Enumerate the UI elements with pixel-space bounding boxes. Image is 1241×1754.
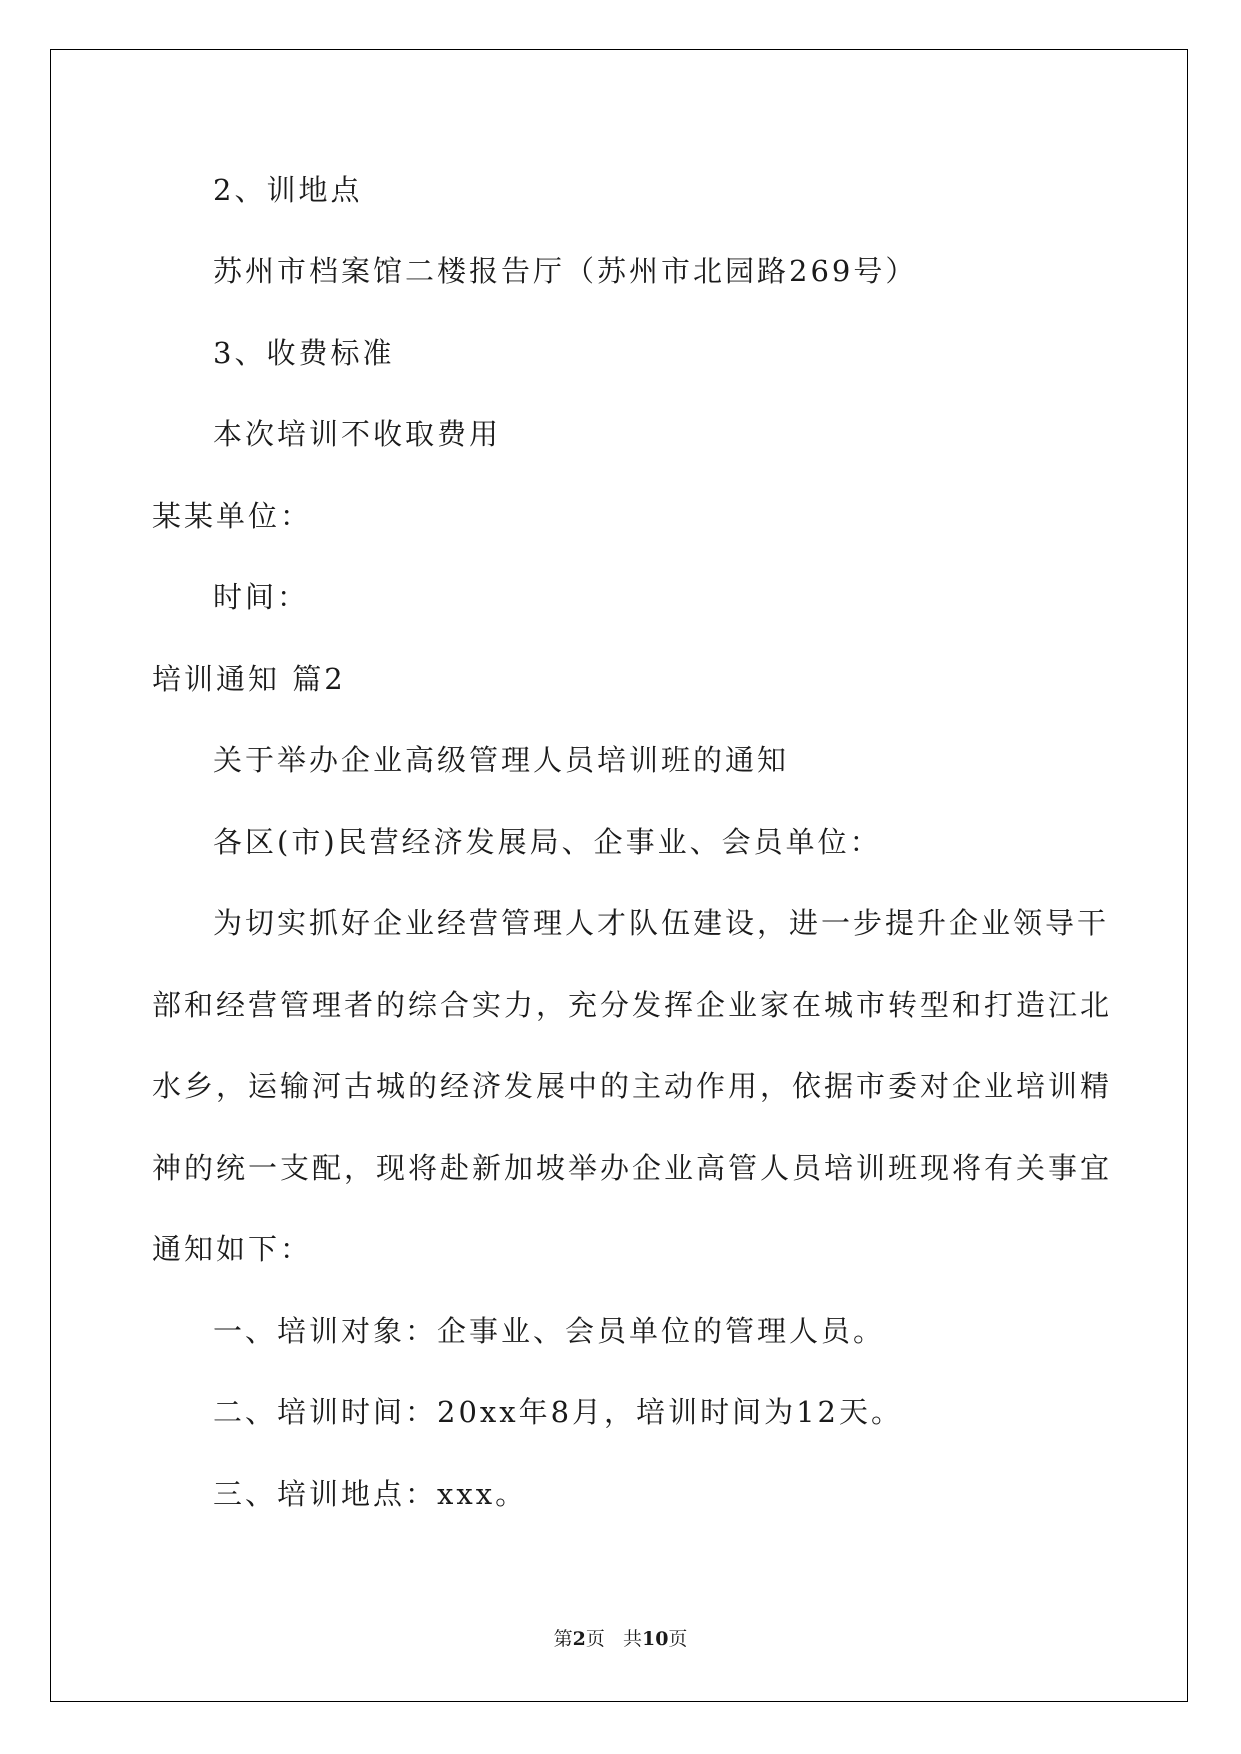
fee-text: 本次培训不收取费用 (213, 417, 502, 451)
body-paragraph-line: 通知如下： (152, 1232, 313, 1266)
total-pages-number: 10 (641, 1628, 669, 1650)
item-training-time: 二、培训时间：20xx年8月，培训时间为12天。 (213, 1395, 903, 1429)
page-border (50, 49, 1188, 1702)
section-heading-location: 2、训地点 (213, 173, 363, 207)
item-training-target: 一、培训对象：企事业、会员单位的管理人员。 (213, 1314, 886, 1348)
organization-label: 某某单位： (152, 499, 313, 533)
addressee: 各区(市)民营经济发展局、企事业、会员单位： (213, 825, 882, 859)
item-training-location: 三、培训地点：xxx。 (213, 1477, 528, 1511)
footer-prefix: 第 (553, 1628, 573, 1650)
body-paragraph-line: 神的统一支配，现将赴新加坡举办企业高管人员培训班现将有关事宜 (152, 1151, 1113, 1185)
article-title: 培训通知 篇2 (152, 662, 346, 696)
footer-total-unit: 页 (668, 1628, 688, 1650)
body-paragraph-line: 水乡，运输河古城的经济发展中的主动作用，依据市委对企业培训精 (152, 1069, 1113, 1103)
footer-total-prefix: 共 (622, 1628, 642, 1650)
body-paragraph-line: 部和经营管理者的综合实力，充分发挥企业家在城市转型和打造江北 (152, 988, 1113, 1022)
current-page-number: 2 (572, 1628, 586, 1650)
location-text: 苏州市档案馆二楼报告厅（苏州市北园路269号） (213, 254, 918, 288)
notice-title: 关于举办企业高级管理人员培训班的通知 (213, 743, 790, 777)
section-heading-fee: 3、收费标准 (213, 336, 395, 370)
body-paragraph-line: 为切实抓好企业经营管理人才队伍建设，进一步提升企业领导干 (213, 906, 1110, 940)
time-label: 时间： (213, 580, 310, 614)
footer-page-unit: 页 (585, 1628, 605, 1650)
page-footer (0, 1624, 1241, 1651)
